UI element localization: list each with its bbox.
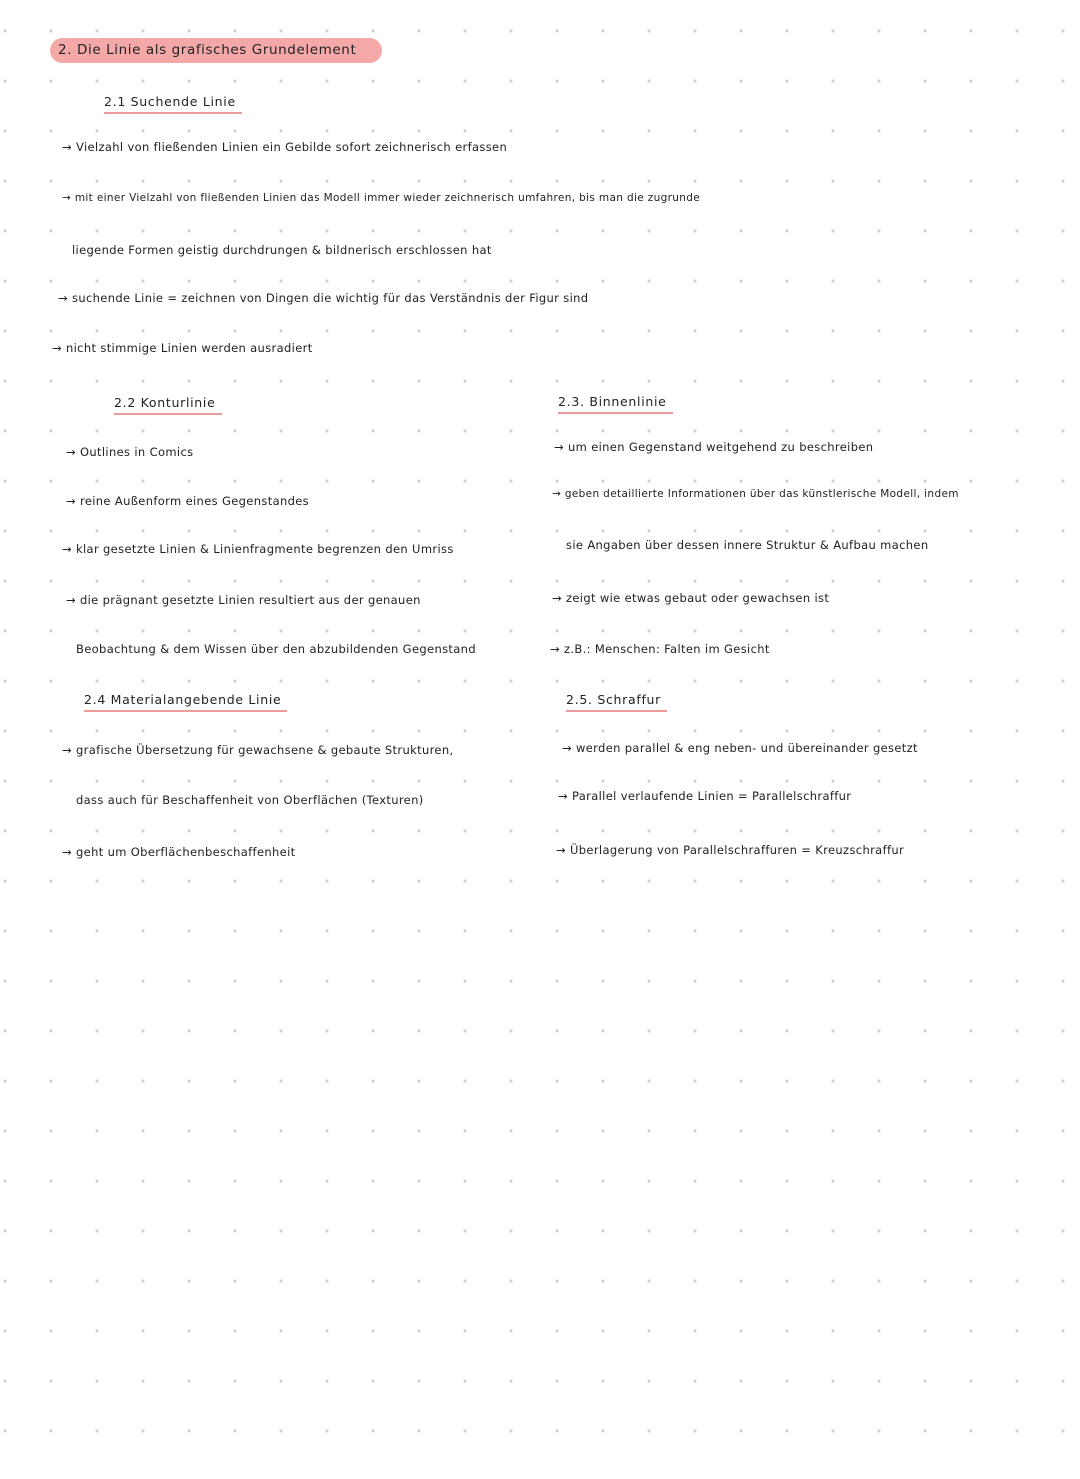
section-2-2-heading: 2.2 Konturlinie bbox=[114, 395, 222, 415]
section-2-1-line: → mit einer Vielzahl von fließenden Linien das Modell immer wieder zeichnerisch umfahren, bis man die zugrunde bbox=[62, 192, 701, 204]
section-2-2-line: → klar gesetzte Linien & Linienfragmente begrenzen den Umriss bbox=[62, 542, 454, 556]
section-2-3-line: → z.B.: Menschen: Falten im Gesicht bbox=[550, 642, 770, 656]
section-2-5-line: → Parallel verlaufende Linien = Parallelschraffur bbox=[558, 789, 852, 803]
section-2-4-line: dass auch für Beschaffenheit von Oberflächen (Texturen) bbox=[76, 793, 424, 807]
section-2-3-line: → geben detaillierte Informationen über das künstlerische Modell, indem bbox=[552, 488, 959, 500]
section-2-3-line: → zeigt wie etwas gebaut oder gewachsen ist bbox=[552, 591, 830, 605]
section-2-4-line: → grafische Übersetzung für gewachsene & gebaute Strukturen, bbox=[62, 743, 454, 757]
section-2-2-line: → die prägnant gesetzte Linien resultiert aus der genauen bbox=[66, 593, 421, 607]
section-2-1-heading: 2.1 Suchende Linie bbox=[104, 94, 242, 114]
section-2-3-line: → um einen Gegenstand weitgehend zu beschreiben bbox=[554, 440, 874, 454]
section-2-5-heading: 2.5. Schraffur bbox=[566, 692, 667, 712]
section-2-2-line: → reine Außenform eines Gegenstandes bbox=[66, 494, 310, 508]
section-2-4-line: → geht um Oberflächenbeschaffenheit bbox=[62, 845, 296, 859]
section-2-3-heading: 2.3. Binnenlinie bbox=[558, 394, 673, 414]
section-2-1-line: → nicht stimmige Linien werden ausradiert bbox=[52, 341, 313, 355]
section-2-3-line: sie Angaben über dessen innere Struktur & Aufbau machen bbox=[566, 538, 929, 552]
section-2-2-line: Beobachtung & dem Wissen über den abzubildenden Gegenstand bbox=[76, 642, 476, 656]
section-2-5-line: → werden parallel & eng neben- und übereinander gesetzt bbox=[562, 741, 918, 755]
page-title: 2. Die Linie als grafisches Grundelement bbox=[50, 38, 382, 63]
section-2-1-line: → Vielzahl von fließenden Linien ein Gebilde sofort zeichnerisch erfassen bbox=[62, 140, 508, 154]
section-2-1-line: → suchende Linie = zeichnen von Dingen die wichtig für das Verständnis der Figur sind bbox=[58, 291, 589, 305]
section-2-1-line: liegende Formen geistig durchdrungen & bildnerisch erschlossen hat bbox=[72, 243, 492, 257]
section-2-4-heading: 2.4 Materialangebende Linie bbox=[84, 692, 287, 712]
section-2-2-line: → Outlines in Comics bbox=[66, 445, 194, 459]
section-2-5-line: → Überlagerung von Parallelschraffuren = Kreuzschraffur bbox=[556, 843, 905, 857]
